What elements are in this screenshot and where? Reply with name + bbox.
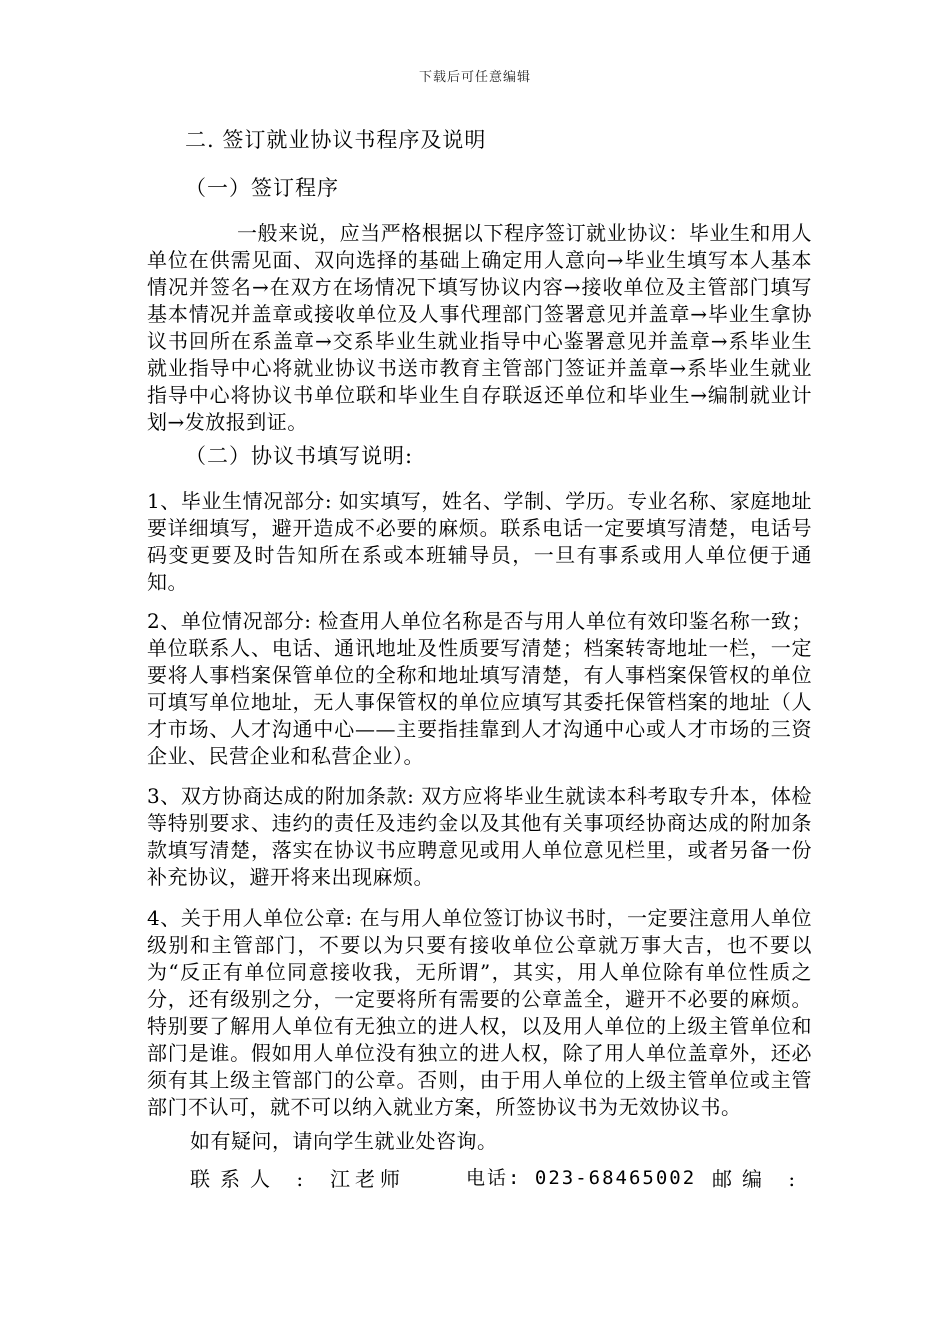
contact-phone: 电话: 023-68465002 — [466, 1167, 697, 1189]
instruction-item-1: 1、毕业生情况部分: 如实填写，姓名、学制、学历。专业名称、家庭地址要详细填写，避开造成不必要的麻烦。联系电话一定要填写清楚，电话号码变更要及时告知所在系或本班辅导员，一旦有事系或用人单位便于通知。 — [147, 489, 812, 594]
instruction-item-3: 3、双方协商达成的附加条款: 双方应将毕业生就读本科考取专升本，体检等特别要求、违约的责任及违约金以及其他有关事项经协商达成的附加条款填写清楚，落实在协议书应聘意见或用人单位意见栏里，或者另备一份补充协议，避开将来出现麻烦。 — [147, 784, 812, 889]
instruction-item-4: 4、关于用人单位公章: 在与用人单位签订协议书时，一定要注意用人单位级别和主管部门，不要以为只要有接收单位公章就万事大吉，也不要以为“反正有单位同意接收我，无所谓”，其实，用人单位除有单位性质之分，还有级别之分，一定要将所有需要的公章盖全，避开不必要的麻烦。特别要了解用人单位有无独立的进人权，以及用人单位的上级主管单位和部门是谁。假如用人单位没有独立的进人权，除了用人单位盖章外，还必须有其上级主管部门的公章。否则，由于用人单位的上级主管单位或主管部门不认可，就不可以纳入就业方案，所签协议书为无效协议书。 — [147, 906, 812, 1119]
instruction-item-2: 2、单位情况部分: 检查用人单位名称是否与用人单位有效印鉴名称一致；单位联系人、电话、通讯地址及性质要写清楚；档案转寄地址一栏，一定要将人事档案保管单位的全称和地址填写清楚，有人事档案保管权的单位可填写单位地址，无人事保管权的单位应填写其委托保管档案的地址（人才市场、人才沟通中心——主要指挂靠到人才沟通中心或人才市场的三资企业、民营企业和私营企业）。 — [147, 609, 812, 768]
section-title: 二. 签订就业协议书程序及说明 — [185, 128, 487, 152]
contact-person-name: 江老师 — [330, 1167, 405, 1191]
subsection-title-instructions: （二）协议书填写说明: — [185, 444, 414, 468]
postcode-label: 邮编 : — [712, 1167, 806, 1191]
intro-paragraph: 一般来说，应当严格根据以下程序签订就业协议：毕业生和用人单位在供需见面、双向选择的基础上确定用人意向→毕业生填写本人基本情况并签名→在双方在场情况下填写协议内容→接收单位及主管部门填写基本情况并盖章或接收单位及人事代理部门签署意见并盖章→毕业生拿协议书回所在系盖章→交系毕业生就业指导中心鉴署意见并盖章→系毕业生就业指导中心将就业协议书送市教育主管部门签证并盖章→系毕业生就业指导中心将协议书单位联和毕业生自存联返还单位和毕业生→编制就业计划→发放报到证。 — [147, 221, 812, 434]
header-note: 下载后可任意编辑 — [418, 70, 531, 85]
closing-note: 如有疑问，请向学生就业处咨询。 — [190, 1129, 498, 1153]
contact-person-label: 联系人 : — [190, 1167, 314, 1191]
subsection-title-procedure: （一）签订程序 — [185, 176, 339, 200]
